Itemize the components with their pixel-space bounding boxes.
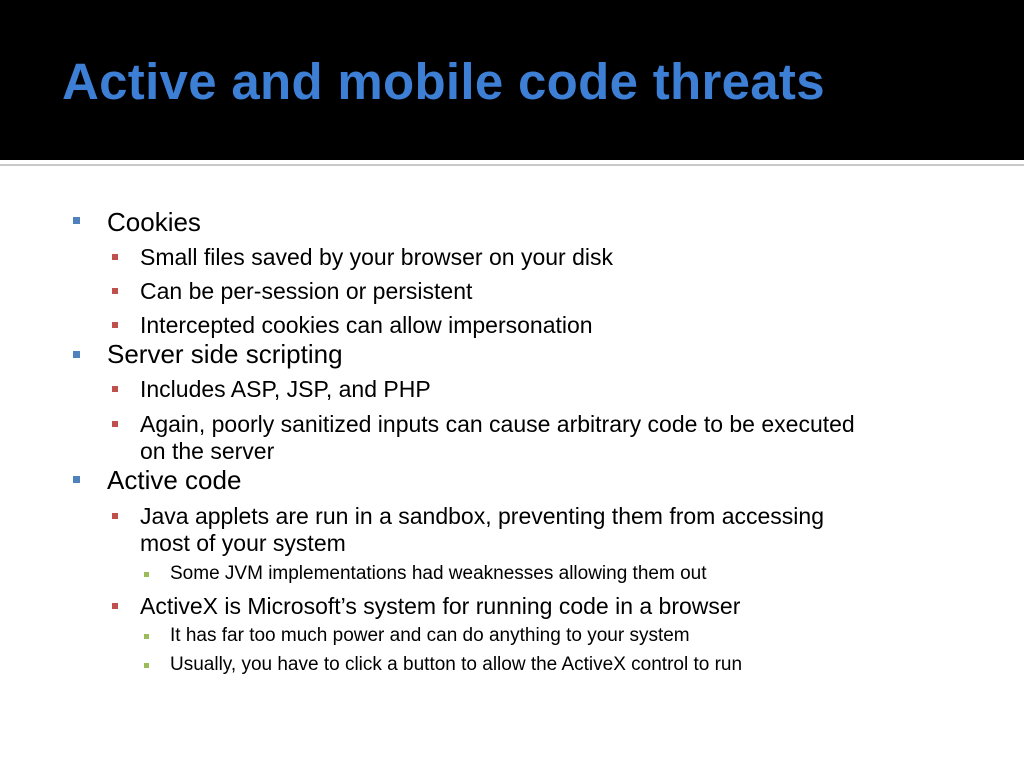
sub-sub-bullet-text: It has far too much power and can do anything to your system (170, 625, 690, 646)
bullet-text: Active code (107, 465, 242, 495)
level1-bullet-icon (73, 217, 80, 224)
sub-bullet-text: Small files saved by your browser on your disk (140, 244, 613, 270)
level2-bullet-icon (112, 288, 118, 294)
sub-bullet-text-continued: most of your system (140, 530, 346, 556)
level2-bullet-icon (112, 254, 118, 260)
level1-bullet-icon (73, 476, 80, 483)
level2-bullet-icon (112, 386, 118, 392)
slide-title: Active and mobile code threats (62, 53, 825, 110)
level3-bullet-icon (144, 572, 149, 577)
level3-bullet-icon (144, 634, 149, 639)
sub-bullet-text: Can be per-session or persistent (140, 278, 473, 304)
title-divider (0, 164, 1024, 166)
level2-bullet-icon (112, 421, 118, 427)
sub-bullet-text: Includes ASP, JSP, and PHP (140, 376, 431, 402)
sub-sub-bullet-text: Usually, you have to click a button to allow the ActiveX control to run (170, 654, 743, 675)
level2-bullet-icon (112, 322, 118, 328)
title-bar (0, 0, 1024, 160)
sub-sub-bullet-text: Some JVM implementations had weaknesses allowing them out (170, 563, 707, 584)
level2-bullet-icon (112, 513, 118, 519)
level3-bullet-icon (144, 663, 149, 668)
sub-bullet-text-continued: on the server (140, 438, 275, 464)
bullet-text: Server side scripting (107, 339, 343, 369)
level2-bullet-icon (112, 603, 118, 609)
sub-bullet-text: Java applets are run in a sandbox, preventing them from accessing (140, 503, 824, 529)
sub-bullet-text: ActiveX is Microsoft’s system for running code in a browser (140, 593, 741, 619)
sub-bullet-text: Intercepted cookies can allow impersonation (140, 312, 593, 338)
level1-bullet-icon (73, 351, 80, 358)
sub-bullet-text: Again, poorly sanitized inputs can cause arbitrary code to be executed (140, 411, 855, 437)
bullet-text: Cookies (107, 207, 201, 237)
